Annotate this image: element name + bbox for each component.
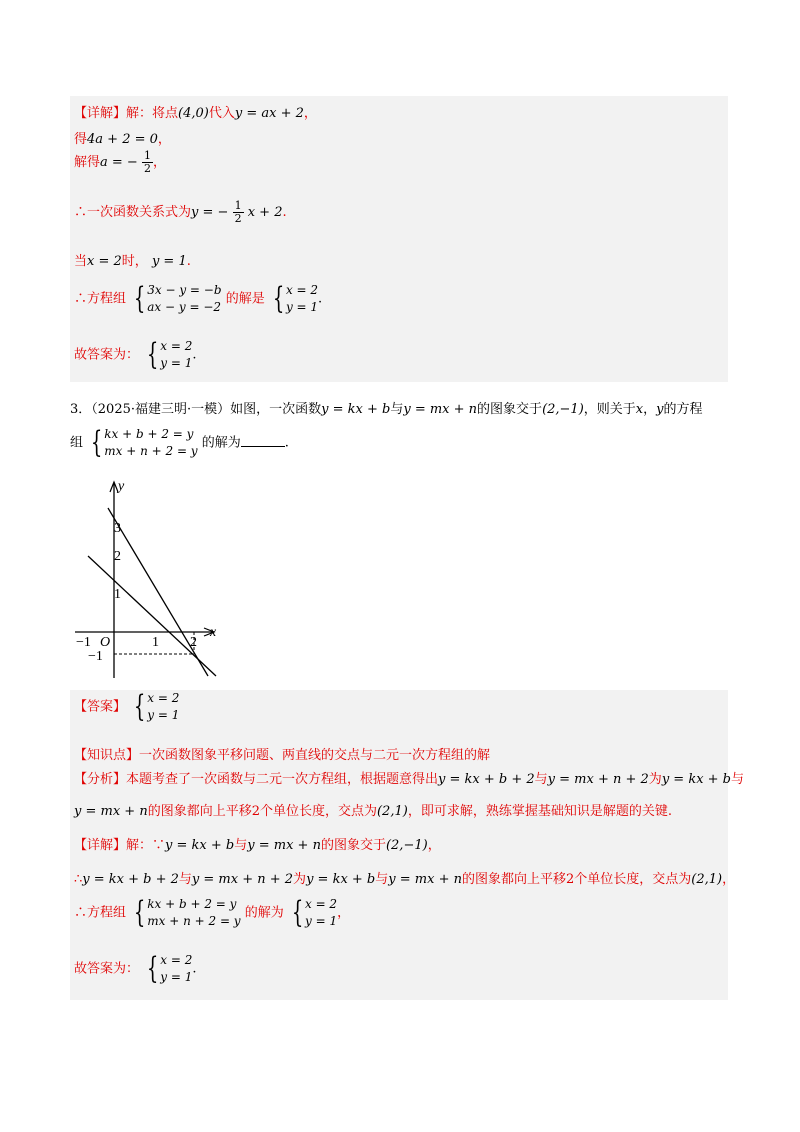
solution-panel-2 (70, 689, 745, 1000)
detail-line-5: 当x = 2时， y = 1. (74, 254, 191, 269)
fraction-half: $\frac{1}{2}$ (143, 149, 151, 175)
line-kx-plus-b (108, 508, 208, 676)
knowledge-line: 【知识点】一次函数图象平移问题、两直线的交点与二元一次方程组的解 (74, 748, 491, 763)
question-3-line-1: 3．（2025·福建三明·一模）如图，一次函数y = kx + b与y = mx + n的图象交于(2,−1)，则关于x，y的方程 (70, 402, 703, 417)
detail-line-1: 【详解】解：将点(4,0)代入y = ax + 2， (74, 106, 317, 121)
detail-line-3: 解得a = − $\frac{1}{2}$ ， (74, 149, 166, 175)
tick-x-2: 2 (190, 635, 197, 650)
solution-panel-1 (70, 96, 728, 382)
shifted-solution: { x = 2 y = 1 (291, 895, 338, 930)
tick-y-1: 1 (114, 587, 121, 602)
detail-line-6: ∴方程组 { 3x − y = −b ax − y = −2 的解是 { x = 2 y = 1 . (74, 281, 323, 316)
detail-line-b: ∴y = kx + b + 2与y = mx + n + 2为y = kx + b与y = mx + n的图象都向上平移2个单位长度，交点为(2,1)， (74, 872, 736, 887)
detail-line-d: 故答案为： { x = 2 y = 1 . (74, 951, 197, 986)
detail-line-7: 故答案为： { x = 2 y = 1 . (74, 337, 197, 372)
detail-line-c: ∴方程组 { kx + b + 2 = y mx + n + 2 = y 的解为 { x = 2 y = 1 ， (74, 895, 351, 930)
question-3-line-2: 组 { kx + b + 2 = y mx + n + 2 = y 的解为 . (70, 425, 289, 460)
answer-blank (241, 446, 285, 447)
final-answer-system-2: { x = 2 y = 1 (146, 951, 193, 986)
analysis-line-2: y = mx + n的图象都向上平移2个单位长度，交点为(2,1)，即可求解，熟练掌握基础知识是解题的关键. (74, 804, 672, 819)
detail-line-a: 【详解】解：∵y = kx + b与y = mx + n的图象交于(2,−1)， (74, 838, 441, 853)
tick-x-1: 1 (152, 635, 159, 650)
question-system: { kx + b + 2 = y mx + n + 2 = y (90, 425, 198, 460)
y-axis-label: y (118, 479, 125, 494)
analysis-line-1: 【分析】本题考查了一次函数与二元一次方程组，根据题意得出y = kx + b + 2与y = mx + n + 2为y = kx + b与 (74, 772, 745, 787)
fraction-half-2: $\frac{1}{2}$ (234, 199, 242, 225)
solution-system: { x = 2 y = 1 (272, 281, 319, 316)
function-graph (70, 478, 230, 678)
tick-x-neg1: −1 (76, 635, 91, 650)
tick-y-2: 2 (114, 549, 121, 564)
origin-label: O (100, 635, 111, 650)
answer-line: 【答案】 { x = 2 y = 1 (74, 689, 180, 724)
line-mx-plus-n (88, 556, 216, 676)
equation-system: { 3x − y = −b ax − y = −2 (133, 281, 222, 316)
detail-line-4: ∴一次函数关系式为y = − $\frac{1}{2}$ x + 2. (74, 199, 287, 225)
tick-y-3: 3 (114, 521, 121, 536)
final-answer-system: { x = 2 y = 1 (146, 337, 193, 372)
x-axis-label: x (210, 625, 217, 640)
shifted-system: { kx + b + 2 = y mx + n + 2 = y (133, 895, 241, 930)
detail-line-2: 得4a + 2 = 0， (74, 132, 171, 147)
tick-y-neg1: −1 (88, 649, 103, 664)
answer-system: { x = 2 y = 1 (133, 689, 180, 724)
